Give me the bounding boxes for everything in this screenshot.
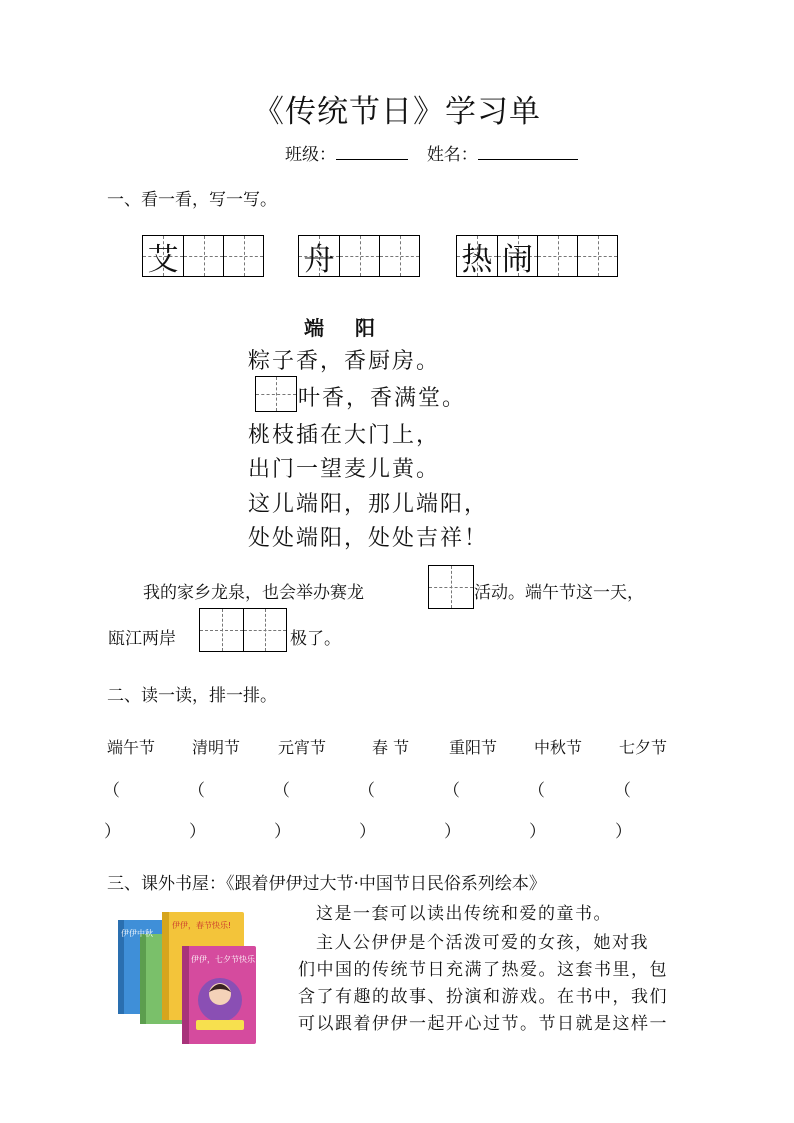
name-label: 姓名： [426, 145, 478, 165]
class-label: 班级： [285, 145, 336, 165]
book-desc-line-1: 这是一套可以读出传统和爱的童书。 [316, 904, 612, 924]
festival-label: 春 节 [372, 738, 410, 757]
poem-line-1: 粽子香，香厨房。 [248, 349, 441, 374]
festival-label: 清明节 [192, 738, 241, 757]
open-paren: （ [188, 781, 205, 801]
section1-heading: 一、看一看，写一写。 [107, 190, 277, 210]
blank-cell[interactable] [243, 609, 286, 651]
festival-label: 重阳节 [449, 738, 498, 757]
paragraph-part-3: 瓯江两岸 [108, 629, 176, 649]
writing-box-group-2 [298, 235, 420, 277]
section2-heading: 二、读一读，排一排。 [107, 686, 277, 706]
poem-title: 端 阳 [304, 316, 387, 340]
close-paren: ） [615, 822, 632, 842]
char-cell: 艾 [143, 236, 183, 276]
festival-label: 元宵节 [278, 738, 327, 757]
close-paren: ） [529, 822, 546, 842]
book-cover-title: 伊伊，七夕节快乐! [191, 955, 259, 964]
close-paren: ） [444, 822, 461, 842]
blank-cell[interactable] [537, 236, 577, 276]
close-paren: ） [189, 822, 206, 842]
open-paren: （ [614, 781, 631, 801]
poem-blank-box [255, 376, 297, 412]
book-cover-title: 伊伊，春节快乐! [172, 921, 232, 930]
paragraph-part-1: 我的家乡龙泉，也会举办赛龙 [143, 583, 364, 603]
paragraph-part-2: 活动。端午节这一天， [474, 583, 644, 603]
page-title: 《传统节日》学习单 [253, 94, 541, 130]
char-cell: 舟 [299, 236, 339, 276]
char-cell: 热 [457, 236, 497, 276]
blank-cell[interactable] [183, 236, 223, 276]
name-blank[interactable] [478, 143, 578, 160]
open-paren: （ [528, 781, 545, 801]
open-paren: （ [273, 781, 290, 801]
blank-cell[interactable] [223, 236, 263, 276]
char-cell: 闹 [497, 236, 537, 276]
open-paren: （ [103, 781, 120, 801]
open-paren: （ [443, 781, 460, 801]
blank-cell[interactable] [339, 236, 379, 276]
section3-heading: 三、课外书屋：《跟着伊伊过大节·中国节日民俗系列绘本》 [107, 874, 546, 894]
blank-cell[interactable] [379, 236, 419, 276]
close-paren: ） [104, 822, 121, 842]
book-covers-image [112, 908, 262, 1048]
book-desc-line-3: 们中国的传统节日充满了热爱。这套书里，包 [298, 960, 668, 980]
poem-line-6: 处处端阳，处处吉祥！ [248, 526, 489, 551]
close-paren: ） [359, 822, 376, 842]
poem-line-3: 桃枝插在大门上， [248, 423, 441, 448]
blank-cell[interactable] [429, 566, 473, 608]
festival-label: 七夕节 [619, 738, 668, 757]
book-desc-line-5: 可以跟着伊伊一起开心过节。节日就是这样一 [298, 1014, 668, 1034]
book-cover-title: 伊伊中秋 [121, 929, 153, 938]
close-paren: ） [274, 822, 291, 842]
open-paren: （ [358, 781, 375, 801]
festival-label: 端午节 [107, 738, 156, 757]
festival-label: 中秋节 [534, 738, 583, 757]
book-desc-line-2: 主人公伊伊是个活泼可爱的女孩，她对我 [316, 933, 649, 953]
blank-cell[interactable] [200, 609, 243, 651]
paragraph-part-4: 极了。 [290, 629, 341, 649]
class-blank[interactable] [336, 143, 408, 160]
poem-line-4: 出门一望麦儿黄。 [248, 457, 441, 482]
poem-line-2: 叶香，香满堂。 [298, 386, 467, 411]
class-name-line [285, 140, 578, 165]
writing-box-group-1 [142, 235, 264, 277]
blank-cell[interactable] [256, 377, 296, 411]
book-desc-line-4: 含了有趣的故事、扮演和游戏。在书中，我们 [298, 987, 668, 1007]
poem-line-5: 这儿端阳，那儿端阳， [248, 492, 489, 517]
writing-box-group-3 [456, 235, 618, 277]
paragraph-blank-2 [199, 608, 287, 652]
blank-cell[interactable] [577, 236, 617, 276]
paragraph-blank-1 [428, 565, 474, 609]
